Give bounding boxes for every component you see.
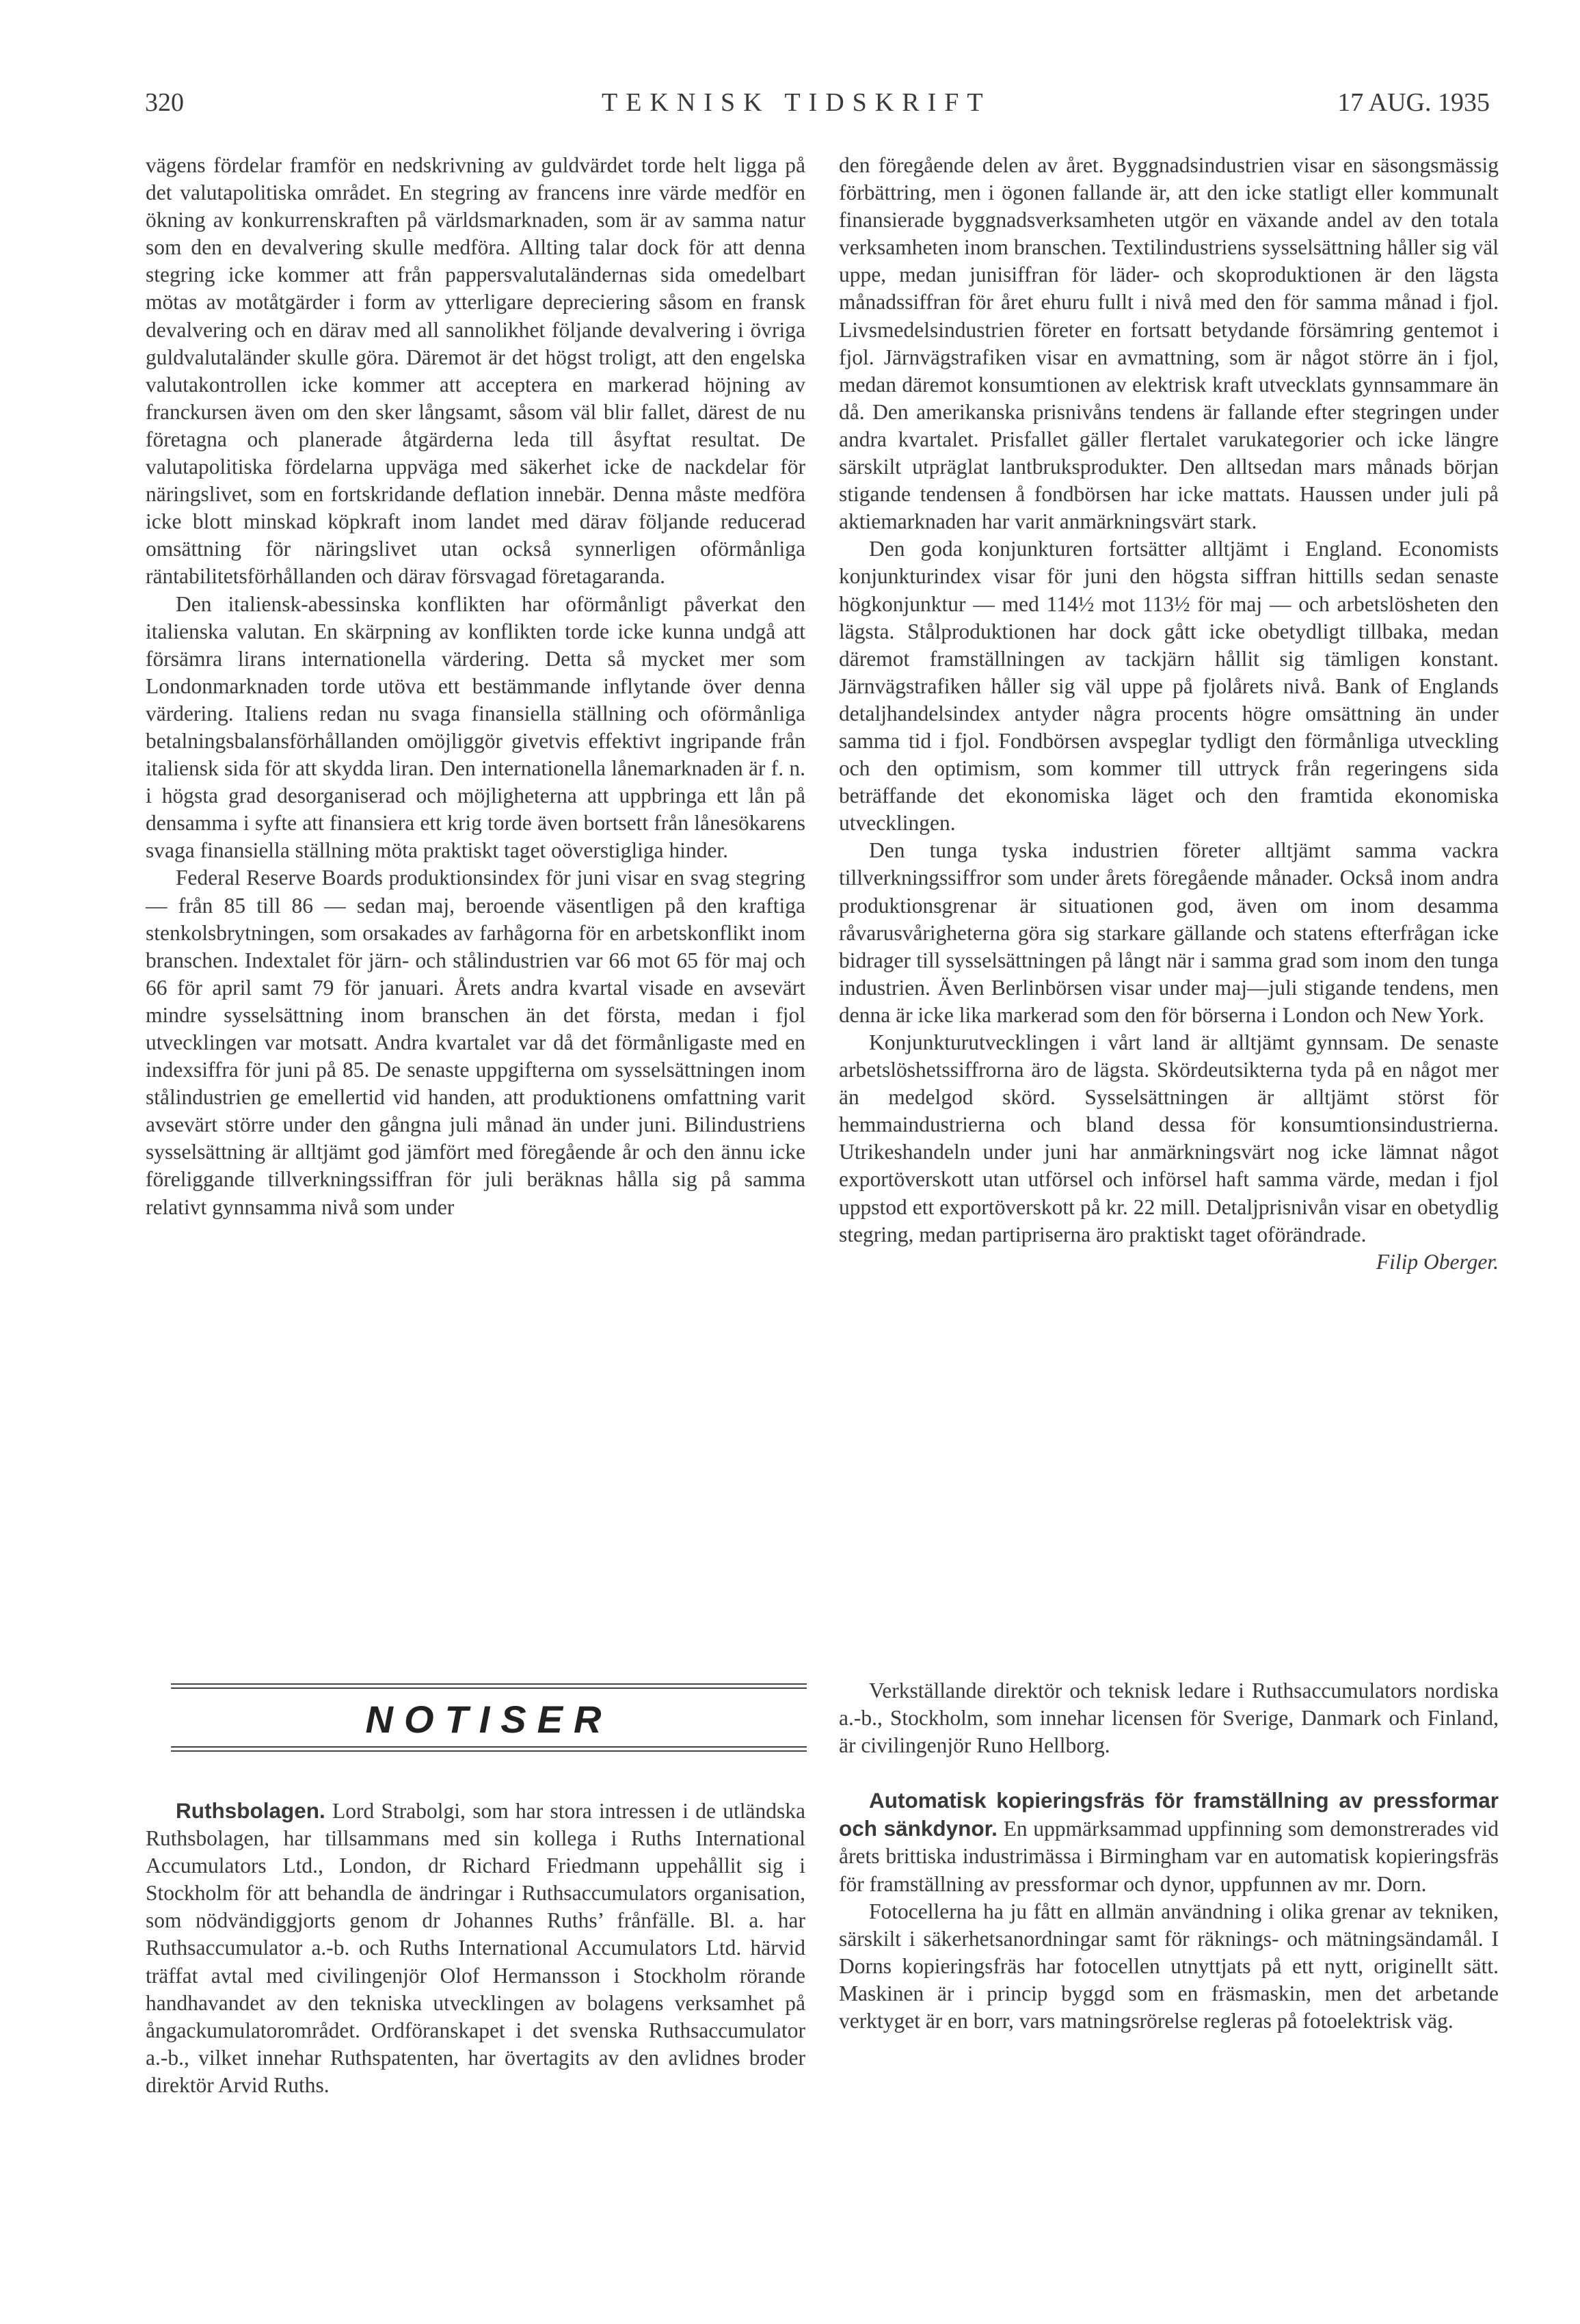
rule xyxy=(171,1750,807,1752)
rule xyxy=(171,1687,807,1689)
paragraph: Den tunga tyska industrien företer alltjämt samma vackra tillverkningssiffror som under årets föregående månader. Också inom andra produktionsgrenar är situationen god, även om inom desamma råvarusvårigheterna göra sig starkare gällande och statens efterfrågan icke bidrager till sysselsättningen på långt när i samma grad som inom den tunga industrien. Även Berlinbörsen visar under maj—juli stigande tendens, men denna är icke lika markerad som den för börserna i London och New York. xyxy=(839,838,1499,1027)
paragraph: vägens fördelar framför en nedskrivning av guldvärdet torde helt ligga på det valutapolitiska området. En stegring av francens inre värde medför en ökning av konkurrenskraften på världsmarknaden, som är av samma natur som den en devalvering skulle medföra. Allting talar dock för att denna stegring icke kommer att från pappersvalutaländernas sida omedelbart mötas av motåtgärder i form av ytterligare depreciering såsom en fransk devalvering och en därav med all sannolikhet följande devalvering i övriga guldvalutaländer skulle göra. Däremot är det högst troligt, att den engelska valutakontrollen icke kommer att acceptera en markerad höjning av franckursen även om den sker långsamt, såsom väl blir fallet, därest de nu företagna och planerade åtgärderna leda till åsyftat resultat. De valutapolitiska fördelarna uppväga med säkerhet icke de nackdelar för näringslivet, som en fortskridande deflation innebär. Denna måste medföra icke blott minskad köpkraft inom landet med därav följande reducerad omsättning för näringslivet utan också synnerligen oförmånliga räntabilitetsförhållanden och därav försvagad företagaranda. xyxy=(146,153,805,589)
paragraph: Den goda konjunkturen fortsätter alltjämt i England. Economists konjunkturindex visar för juni den högsta siffran hittills sedan senaste högkonjunktur — med 114½ mot 113½ för maj — och arbetslösheten den lägsta. Stålproduktionen har dock gått icke obetydligt tillbaka, medan däremot framställningen av tackjärn hållit sig tämligen konstant. Järnvägstrafiken håller sig väl uppe på fjolårets nivå. Bank of Englands detaljhandelsindex antyder några procents högre omsättning än under samma tid i fjol. Fondbörsen avspeglar tydligt den förmånliga utveckling och den optimism, som kommer till uttryck från regeringens sida beträffande det ekonomiska läget och den framtida ekonomiska utvecklingen. xyxy=(839,537,1499,836)
running-header xyxy=(0,88,1580,129)
notice-ruths xyxy=(146,1797,805,2099)
column-left-upper xyxy=(146,152,805,1221)
notice-heading: Ruthsbolagen. xyxy=(176,1798,325,1823)
author-signature: Filip Oberger. xyxy=(1376,1249,1499,1274)
paragraph: Den italiensk-abessinska konflikten har oförmånligt påverkat den italienska valutan. En skärpning av konflikten torde icke kunna undgå att försämra lirans internationella värdering. Detta så mycket mer som Londonmarknaden torde utöva ett bestämmande inflytande över denna värdering. Italiens redan nu svaga finansiella ställning och oförmånliga betalningsbalansförhållanden omöjliggör givetvis effektivt ingripande från italiensk sida för att skydda liran. Den internationella lånemarknaden är f. n. i högsta grad desorganiserad och möjligheterna att uppbringa ett lån på densamma i syfte att finansiera ett krig torde även bortsett från lånesökarens svaga finansiella ställning möta praktiskt taget oöverstigliga hinder. xyxy=(146,591,805,863)
notice-text: Lord Strabolgi, som har stora intressen i de utländska Ruthsbolagen, har tillsammans med sin kollega i Ruths International Accumulators Ltd., London, dr Richard Friedmann uppehållit sig i Stockholm för att behandla de ändringar i Ruthsaccumulators organisation, som nödvändiggjorts genom dr Johannes Ruths’ frånfälle. Bl. a. har Ruthsaccumulator a.-b. och Ruths International Accumulators Ltd. härvid träffat avtal med civilingenjör Olof Hermansson i Stockholm rörande handhavandet av den tekniska utvecklingen av bolagens verksamhet på ångackumulatorområdet. Ordföranskapet i det svenska Ruthsaccumulator a.-b., vilket innehar Ruthspatenten, har övertagits av den avlidnes broder direktör Arvid Ruths. xyxy=(146,1799,805,2097)
notice-text: En uppmärksammad uppfinning som demonstrerades vid årets brittiska industrimässa i Birmingham var en automatisk kopieringsfräs för framställning av pressformar och dynor, uppfunnen av mr. Dorn. xyxy=(839,1817,1499,1896)
notiser-banner xyxy=(171,1683,807,1750)
column-left-lower xyxy=(146,1797,805,2099)
notice-kopieringsfras xyxy=(839,1787,1499,1897)
paragraph: Verkställande direktör och teknisk ledare i Ruthsaccumulators nordiska a.-b., Stockholm, som innehar licensen för Sverige, Danmark och Finland, är civilingenjör Runo Hellborg. xyxy=(839,1679,1499,1758)
column-right-lower xyxy=(839,1677,1499,2035)
issue-date: 17 AUG. 1935 xyxy=(1337,88,1490,117)
paragraph-text: Konjunkturutvecklingen i vårt land är alltjämt gynnsam. De senaste arbetslöshetssiffrorna äro de lägsta. Skördeutsikterna tyda på en något mer än medelgod skörd. Sysselsättningen är alltjämt störst för hemmaindustrierna och bland dessa för konsumtionsindustrierna. Utrikeshandeln under juni har anmärkningsvärt nog icke lämnat något exportöverskott utan utförsel och införsel haft samma värde, medan i fjol uppstod ett exportöverskott på kr. 22 mill. Detaljprisnivån visar en obetydlig stegring, medan partipriserna äro praktiskt taget oförändrade. xyxy=(839,1030,1499,1246)
journal-title: TEKNISK TIDSKRIFT xyxy=(602,88,991,117)
paragraph xyxy=(839,1029,1499,1274)
column-right-upper xyxy=(839,152,1499,1276)
rule xyxy=(171,1746,807,1748)
paragraph: Federal Reserve Boards produktionsindex för juni visar en svag stegring — från 85 till 86 — sedan maj, beroende väsentligen på den kraftiga stenkolsbrytningen, som orsakades av farhågorna för en arbetskonflikt inom branschen. Indextalet för järn- och stålindustrien var 66 mot 65 för maj och 66 för april samt 79 för januari. Årets andra kvartal visade en avsevärt mindre sysselsättning inom branschen än det första, medan i fjol utvecklingen var motsatt. Andra kvartalet var då det förmånligaste med en indexsiffra för juni på 85. De senaste uppgifterna om sysselsättningen inom stålindustrien ge emellertid vid handen, att produktionens omfattning varit avsevärt större under den gångna juli månad än under juni. Bilindustriens sysselsättning är alltjämt god jämfört med föregående år och den ännu icke föreliggande tillverkningssiffran för juli beräknas hålla sig på samma relativt gynnsamma nivå som under xyxy=(146,866,805,1219)
section-title: NOTISER xyxy=(365,1698,613,1741)
notice-heading: Automatisk kopieringsfräs för framställning av pressformar och sänkdynor. xyxy=(839,1788,1499,1841)
page-number: 320 xyxy=(145,88,184,117)
paragraph: den föregående delen av året. Byggnadsindustrien visar en säsongsmässig förbättring, men i ögonen fallande är, att den icke statligt eller kommunalt finansierade byggnadsverksamheten utgör en växande andel av den totala verksamheten inom branschen. Textilindustriens sysselsättning håller sig väl uppe, medan junisiffran för läder- och skoproduktionen är den lägsta månadssiffran för året ehuru fullt i nivå med den för samma månad i fjol. Livsmedelsindustrien företer en fortsatt betydande försämring gentemot i fjol. Järnvägstrafiken visar en avmattning, som är något större än i fjol, medan däremot konsumtionen av elektrisk kraft utvecklats gynnsammare än då. Den amerikanska prisnivåns tendens är fallande efter stegringen under andra kvartalet. Prisfallet gäller flertalet varukategorier och icke längre särskilt utpräglat lantbruksprodukter. Den alltsedan mars månads början stigande tendensen å fondbörsen har icke mattats. Haussen under juli på aktiemarknaden har varit anmärkningsvärt stark. xyxy=(839,153,1499,534)
rule xyxy=(171,1683,807,1685)
paragraph: Fotocellerna ha ju fått en allmän användning i olika grenar av tekniken, särskilt i säkerhetsanordningar samt för räknings- och mätningsändamål. I Dorns kopieringsfräs har fotocellen utnyttjats på ett nytt, originellt sätt. Maskinen är i princip byggd som en fräsmaskin, men det arbetande verktyget är en borr, vars matningsrörelse regleras på fotoelektrisk väg. xyxy=(839,1899,1499,2033)
